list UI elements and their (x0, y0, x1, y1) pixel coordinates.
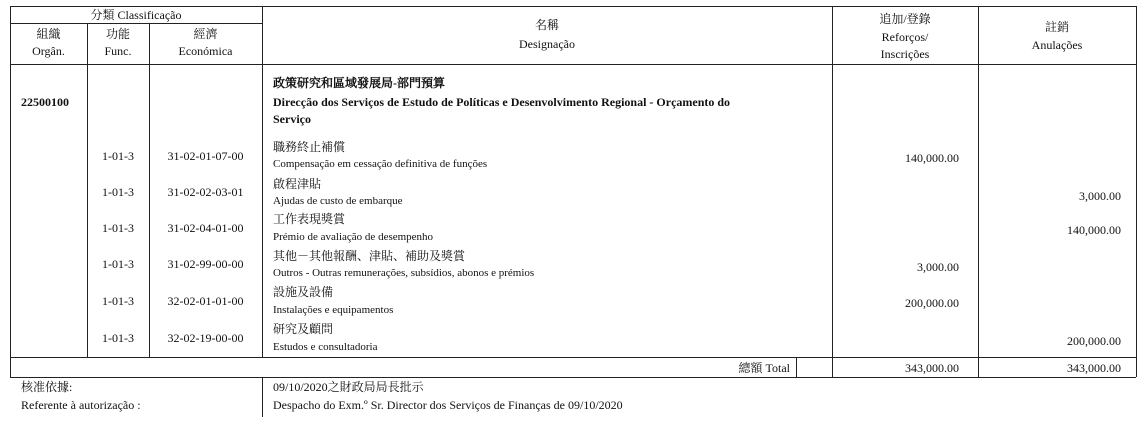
row-func: 1-01-3 (102, 221, 134, 235)
total-bottom-border (10, 377, 1136, 378)
col-econ-zh: 經濟 (193, 27, 218, 41)
row-name-pt: Compensação em cessação definitiva de funções (273, 158, 488, 170)
row-econ: 31-02-99-00-00 (167, 257, 244, 271)
total-anulacoes: 343,000.00 (1067, 361, 1121, 375)
econ-designation-divider (262, 6, 263, 357)
row-name-zh: 設施及設備 (273, 285, 334, 299)
auth-label-zh: 核准依據: (21, 380, 73, 394)
row-econ: 31-02-04-01-00 (167, 221, 244, 235)
row-func: 1-01-3 (102, 331, 134, 345)
col-organ-zh: 組織 (36, 27, 61, 41)
header-bottom-border (10, 64, 1136, 65)
row-name-zh: 其他－其他報酬、津貼、補助及獎賞 (273, 249, 466, 263)
row-func: 1-01-3 (102, 185, 134, 199)
section-title-pt-line1: Direcção dos Serviços de Estudo de Políticas e Desenvolvimento Regional - Orçamento do (273, 95, 731, 109)
col-func-pt: Func. (104, 44, 132, 58)
col-anulacoes-zh: 註銷 (1044, 20, 1069, 34)
row-anulacoes: 3,000.00 (1079, 189, 1121, 203)
total-label-divider (796, 357, 797, 377)
row-econ: 31-02-02-03-01 (167, 185, 244, 199)
col-designation-zh: 名稱 (534, 18, 559, 32)
row-reforcos: 200,000.00 (905, 296, 959, 310)
auth-label-pt: Referente à autorização : (21, 398, 141, 412)
row-name-pt: Outros - Outras remunerações, subsídios, abonos e prémios (273, 267, 535, 279)
row-name-zh: 工作表現獎賞 (273, 212, 346, 226)
section-title-pt-line2: Serviço (273, 112, 311, 126)
auth-value-pt: Despacho do Exm.º Sr. Director dos Serviços de Finanças de 09/10/2020 (273, 398, 623, 412)
row-reforcos: 3,000.00 (917, 260, 959, 274)
row-func: 1-01-3 (102, 257, 134, 271)
organ-code: 22500100 (21, 95, 69, 109)
table-top-border (10, 6, 1136, 7)
classification-title: 分類 Classificação (90, 8, 182, 22)
row-econ: 31-02-01-07-00 (167, 149, 244, 163)
body-bottom-border (10, 357, 1136, 358)
row-econ: 32-02-01-01-00 (167, 294, 244, 308)
footer-divider (262, 377, 263, 417)
row-anulacoes: 140,000.00 (1067, 223, 1121, 237)
row-name-zh: 研究及顧問 (273, 322, 334, 336)
row-name-pt: Ajudas de custo de embarque (273, 195, 403, 207)
row-anulacoes: 200,000.00 (1067, 334, 1121, 348)
row-name-pt: Instalações e equipamentos (273, 304, 394, 316)
left-border (10, 6, 11, 377)
row-reforcos: 140,000.00 (905, 151, 959, 165)
row-econ: 32-02-19-00-00 (167, 331, 244, 345)
auth-value-zh: 09/10/2020之財政局局長批示 (273, 380, 424, 394)
col-anulacoes-pt: Anulações (1031, 38, 1083, 52)
row-name-pt: Prémio de avaliação de desempenho (273, 231, 434, 243)
row-func: 1-01-3 (102, 294, 134, 308)
col-econ-pt: Económica (178, 44, 233, 58)
row-func: 1-01-3 (102, 149, 134, 163)
right-border (1136, 6, 1137, 377)
col-func-zh: 功能 (105, 27, 130, 41)
classification-underline (10, 23, 262, 24)
col-reforcos-pt1: Reforços/ (881, 30, 929, 44)
col-designation-pt: Designação (519, 37, 575, 51)
section-title-zh: 政策研究和區域發展局-部門預算 (273, 76, 445, 90)
row-name-zh: 啟程津貼 (273, 177, 322, 191)
row-name-pt: Estudos e consultadoria (273, 341, 378, 353)
col-reforcos-zh: 追加/登錄 (879, 12, 931, 26)
row-name-zh: 職務終止補償 (273, 140, 346, 154)
total-label: 總額 Total (738, 361, 790, 375)
col-organ-pt: Orgân. (32, 44, 65, 58)
total-reforcos: 343,000.00 (905, 361, 959, 375)
col-reforcos-pt2: Inscrições (880, 47, 930, 61)
